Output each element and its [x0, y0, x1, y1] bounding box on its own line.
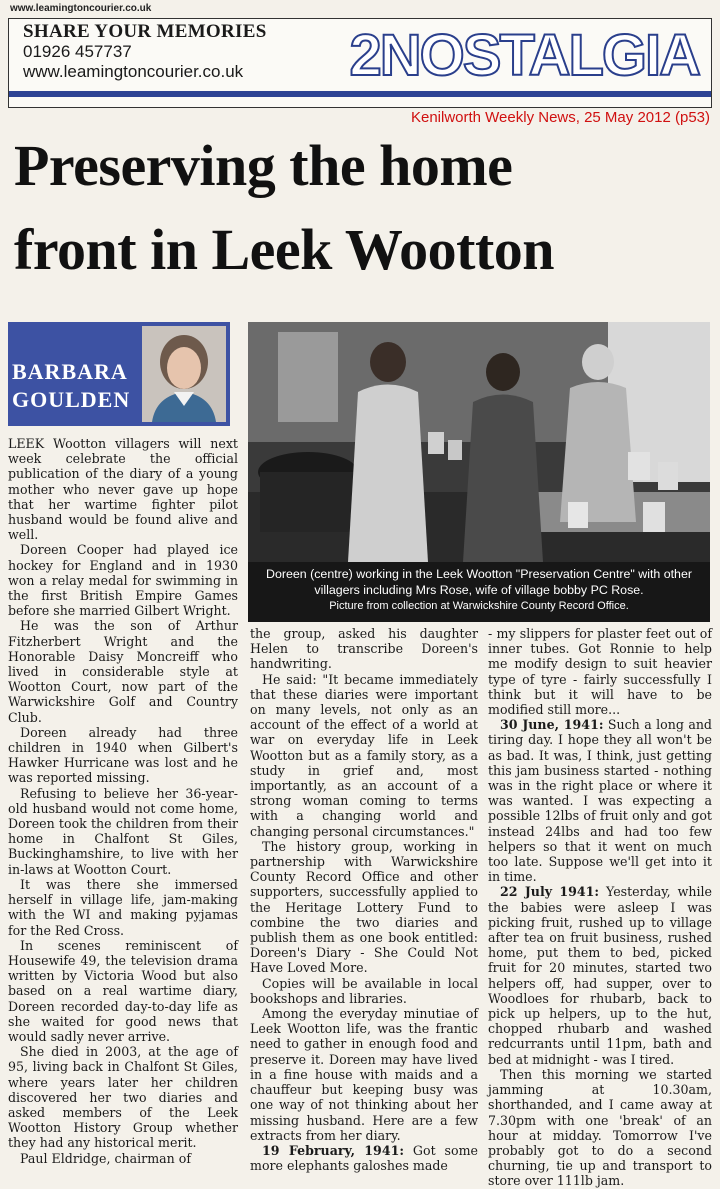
diary-entry-2: [488, 717, 712, 884]
headline-line-1: Preserving the home: [14, 133, 513, 198]
author-first-name: BARBARA: [12, 359, 128, 384]
diary-date: 19 February, 1941:: [262, 1142, 404, 1158]
photo-credit: Picture from collection at Warwickshire County Record Office.: [329, 600, 629, 612]
photo-caption: [248, 562, 710, 622]
masthead-contact: [23, 22, 267, 82]
site-url: www.leamingtoncourier.co.uk: [10, 3, 152, 14]
paragraph: Doreen Cooper had played ice hockey for England and in 1930 won a relay medal for swimming in the first British Empire Games before she married Gilbert Wright.: [8, 542, 238, 619]
paragraph: It was there she immersed herself in village life, jam-making with the WI and making pyjamas for the Red Cross.: [8, 876, 238, 938]
diary-text: Yesterday, while the babies were asleep I was picking fruit, rushed up to village after tea on fruit business, rushed home, put them to bed, picked fruit for 20 minutes, started two helpers off, had supper, over to Woodloes for rhubarb, back to pick up helpers, up to the hut, chopped rhubarb and washed redcurrants until 11pm, bath and bed at midnight - was I tired.: [488, 884, 712, 1067]
paragraph: He said: "It became immediately that these diaries were important on many levels, not only as an account of the effect of a world at war on everyday life in Leek Wootton but as a family story, as a study in grief and, most importantly, as an account of a strong woman coming to terms with a changing world and changing personal circumstances.": [250, 671, 478, 839]
diary-entry-3: [488, 884, 712, 1066]
paragraph: Refusing to believe her 36-year-old husband would not come home, Doreen took the children from their home in Chalfont St Giles, Buckinghamshire, to live with her in-laws at Wootton Court.: [8, 785, 238, 877]
headline: [14, 124, 714, 292]
masthead: [8, 18, 712, 108]
diary-date: 30 June, 1941:: [500, 717, 604, 733]
article-column-3: [488, 626, 712, 1189]
author-name: [12, 358, 130, 414]
paragraph: Among the everyday minutiae of Leek Wootton life, was the frantic need to gather in enough food and preserve it. Doreen may have lived in a fine house with maids and a chauffeur but keeping busy was one way of not thinking about her missing husband. Here are a few extracts from her diary.: [250, 1006, 478, 1143]
byline-panel: [8, 322, 230, 426]
paragraph: The history group, working in partnership with Warwickshire County Record Office and other supporters, successfully applied to the Heritage Lottery Fund to combine the two diaries and publish them as one book entitled: Doreen's Diary - She Could Not Have Loved More.: [250, 838, 478, 976]
share-memories-heading: SHARE YOUR MEMORIES: [23, 21, 267, 42]
article-column-1: [8, 436, 238, 1166]
diary-date: 22 July 1941:: [500, 884, 600, 900]
paragraph: LEEK Wootton villagers will next week celebrate the official publication of the diary of a young mother who never gave up hope that her wartime fighter pilot husband would be found alive and well.: [8, 436, 238, 543]
masthead-rule: [9, 91, 711, 97]
source-note: Kenilworth Weekly News, 25 May 2012 (p53): [410, 109, 710, 126]
article-column-2: [250, 626, 478, 1173]
diary-entry-1: [250, 1143, 478, 1173]
diary-text: Got some more elephants galoshes made: [250, 1142, 478, 1174]
paragraph: the group, asked his daughter Helen to transcribe Doreen's handwriting.: [250, 626, 478, 672]
paragraph: Copies will be available in local bookshops and libraries.: [250, 975, 478, 1006]
paragraph: He was the son of Arthur Fitzherbert Wright and the Honorable Daisy Moncreiff who lived in considerable style at Wootton Court, now part of the Warwickshire Golf and Country Club.: [8, 618, 238, 725]
website-address: www.leamingtoncourier.co.uk: [23, 62, 244, 81]
paragraph: She died in 2003, at the age of 95, living back in Chalfont St Giles, where years later her children discovered her two diaries and asked members of the Leek Wootton History Group whether they had any historical merit.: [8, 1044, 238, 1151]
paragraph: Paul Eldridge, chairman of: [20, 1150, 191, 1166]
author-last-name: GOULDEN: [12, 387, 131, 412]
section-logo: 2NOSTALGIA: [349, 23, 699, 88]
paragraph: In scenes reminiscent of Housewife 49, the television drama written by Victoria Wood but also based on a real wartime diary, Doreen recorded day-to-day life as she waited for good news that would sadly never arrive.: [8, 937, 238, 1044]
paragraph: - my slippers for plaster feet out of inner tubes. Got Ronnie to help me modify design to suit heavier type of tyre - fairly successfully I think but it will have to be modified still more...: [488, 626, 712, 718]
paragraph: Doreen already had three children in 1940 when Gilbert's Hawker Hurricane was lost and he was reported missing.: [8, 724, 238, 786]
phone-number: 01926 457737: [23, 42, 132, 61]
author-portrait: [142, 326, 226, 422]
diary-text: Such a long and tiring day. I hope they all won't be as bad. It was, I think, just getting this jam business started - nothing was in the right place or where it was wanted. I was expecting a possible 12lbs of fruit only and got instead 24lbs and had too few helpers so that it went on much too late. Suppose we'll get into it in time.: [488, 717, 712, 885]
headline-line-2: front in Leek Wootton: [14, 217, 555, 282]
photo-caption-text: Doreen (centre) working in the Leek Wootton "Preservation Centre" with other villagers including Mrs Rose, wife of village bobby PC Rose.: [266, 567, 692, 597]
paragraph: Then this morning we started jamming at 10.30am, shorthanded, and I came away at 7.30pm with one 'break' of an hour at midday. Tomorrow I've probably got to do a second churning, tie up and transport to store over 111lb jam.: [488, 1066, 712, 1189]
